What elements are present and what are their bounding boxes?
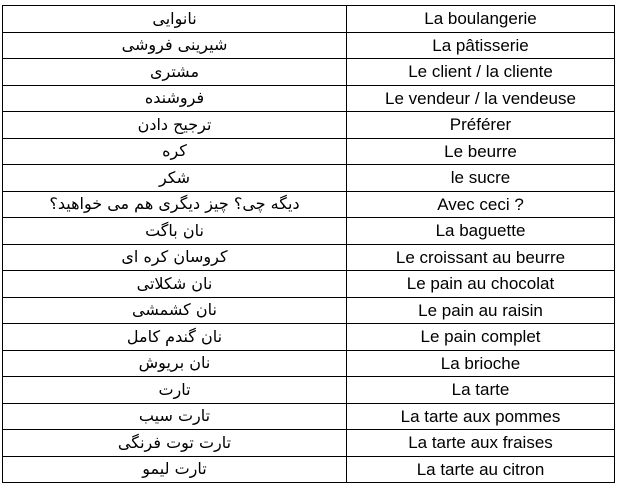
table-row xyxy=(3,244,615,271)
persian-term: نانوایی xyxy=(3,6,347,33)
french-term: Le vendeur / la vendeuse xyxy=(347,85,615,112)
french-term: La tarte aux fraises xyxy=(347,430,615,457)
french-term: La pâtisserie xyxy=(347,32,615,59)
persian-term: نان باگت xyxy=(3,218,347,245)
vocabulary-table-body xyxy=(3,6,615,483)
french-term: Le pain au chocolat xyxy=(347,271,615,298)
persian-term: نان کشمشی xyxy=(3,297,347,324)
persian-term: فروشنده xyxy=(3,85,347,112)
french-term: Le croissant au beurre xyxy=(347,244,615,271)
french-term: La tarte aux pommes xyxy=(347,403,615,430)
table-row xyxy=(3,218,615,245)
persian-term: کروسان کره ای xyxy=(3,244,347,271)
persian-term: دیگه چی؟ چیز دیگری هم می خواهید؟ xyxy=(3,191,347,218)
table-row xyxy=(3,138,615,165)
persian-term: نان گندم کامل xyxy=(3,324,347,351)
persian-term: تارت سیب xyxy=(3,403,347,430)
french-term: le sucre xyxy=(347,165,615,192)
persian-term: شیرینی فروشی xyxy=(3,32,347,59)
table-row xyxy=(3,377,615,404)
persian-term: تارت توت فرنگی xyxy=(3,430,347,457)
french-term: Le pain au raisin xyxy=(347,297,615,324)
persian-term: مشتری xyxy=(3,59,347,86)
table-row xyxy=(3,271,615,298)
table-row xyxy=(3,32,615,59)
french-term: Préférer xyxy=(347,112,615,139)
french-term: Avec ceci ? xyxy=(347,191,615,218)
table-row xyxy=(3,6,615,33)
french-term: Le pain complet xyxy=(347,324,615,351)
table-row xyxy=(3,112,615,139)
table-row xyxy=(3,456,615,483)
french-term: La boulangerie xyxy=(347,6,615,33)
table-row xyxy=(3,324,615,351)
french-term: Le client / la cliente xyxy=(347,59,615,86)
table-row xyxy=(3,430,615,457)
french-term: La tarte au citron xyxy=(347,456,615,483)
vocabulary-table xyxy=(2,5,615,483)
french-term: La brioche xyxy=(347,350,615,377)
persian-term: کره xyxy=(3,138,347,165)
table-row xyxy=(3,403,615,430)
french-term: Le beurre xyxy=(347,138,615,165)
table-row xyxy=(3,350,615,377)
persian-term: تارت xyxy=(3,377,347,404)
table-row xyxy=(3,165,615,192)
french-term: La baguette xyxy=(347,218,615,245)
table-row xyxy=(3,85,615,112)
persian-term: تارت لیمو xyxy=(3,456,347,483)
persian-term: شکر xyxy=(3,165,347,192)
persian-term: نان بریوش xyxy=(3,350,347,377)
table-row xyxy=(3,191,615,218)
french-term: La tarte xyxy=(347,377,615,404)
persian-term: ترجیح دادن xyxy=(3,112,347,139)
table-row xyxy=(3,59,615,86)
table-row xyxy=(3,297,615,324)
persian-term: نان شکلاتی xyxy=(3,271,347,298)
